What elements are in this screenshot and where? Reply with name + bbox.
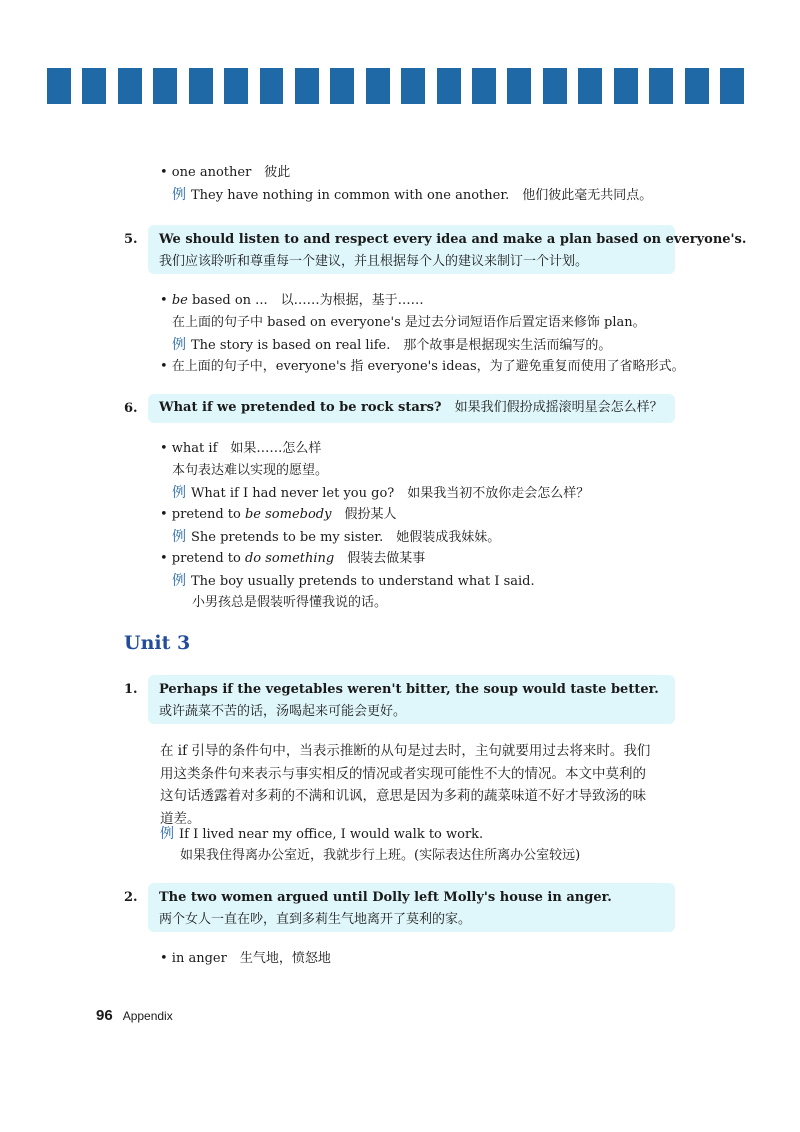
example-line xyxy=(160,823,580,845)
example-text: She pretends to be my sister. 她假装成我妹妹。 xyxy=(191,530,501,545)
sentence-en: What if we pretended to be rock stars? xyxy=(159,400,442,415)
example-text: The story is based on real life. 那个故事是根据现实生活而编写的。 xyxy=(191,338,612,353)
notes-item-6 xyxy=(160,438,589,614)
bullet: • what if 如果……怎么样 xyxy=(160,441,322,456)
example-line xyxy=(160,526,589,548)
bullet: • pretend to do something 假装去做某事 xyxy=(160,551,426,566)
example-line xyxy=(160,570,589,592)
paragraph-line: 这句话透露着对多莉的不满和讥讽，意思是因为多莉的蔬菜味道不好才导致汤的味 xyxy=(160,788,646,804)
item-number: 2. xyxy=(124,890,138,905)
notes-item-5 xyxy=(160,290,685,378)
example-translation: 小男孩总是假装听得懂我说的话。 xyxy=(192,595,388,610)
example-line xyxy=(160,482,589,504)
sentence-en: We should listen to and respect every idea and make a plan based on everyone's. xyxy=(159,232,747,247)
paragraph-line: 用这类条件句来表示与事实相反的情况或者实现可能性不大的情况。本文中莫利的 xyxy=(160,765,646,782)
sentence-box xyxy=(148,394,675,423)
paragraph-line: 在 if 引导的条件句中，当表示推断的从句是过去时，主句就要用过去将来时。我们 xyxy=(160,743,651,759)
sentence-box xyxy=(148,675,675,724)
page-number: 96 xyxy=(96,1007,113,1024)
sentence xyxy=(159,397,675,419)
footer-label: Appendix xyxy=(122,1009,173,1023)
example-translation: 如果我住得离办公室近，我就步行上班。(实际表达住所离办公室较远) xyxy=(180,848,581,863)
sentence-box xyxy=(148,225,747,274)
example-marker: 例 xyxy=(172,573,186,589)
example-block xyxy=(160,823,580,867)
note-one-another xyxy=(160,162,652,206)
item-number: 1. xyxy=(124,682,138,697)
sentence-box xyxy=(148,883,675,932)
explanation-paragraph xyxy=(160,740,680,830)
note-text: 本句表达难以实现的愿望。 xyxy=(172,463,329,478)
bullet: • one another 彼此 xyxy=(160,165,291,180)
example-text: If I lived near my office, I would walk to work. xyxy=(179,827,484,842)
term: do something xyxy=(244,551,335,566)
paragraph-line: 道差。 xyxy=(160,810,201,827)
item-number: 5. xyxy=(124,232,138,247)
bullet: • 在上面的句子中，everyone's 指 everyone's ideas，为了避免重复而使用了省略形式。 xyxy=(160,359,685,374)
term: be somebody xyxy=(244,507,332,522)
item-number: 6. xyxy=(124,401,138,416)
example-text: They have nothing in common with one another. 他们彼此毫无共同点。 xyxy=(191,188,653,203)
example-marker: 例 xyxy=(172,529,186,545)
sentence-cn: 或许蔬菜不苦的话，汤喝起来可能会更好。 xyxy=(159,704,407,719)
example-text: The boy usually pretends to understand what I said. xyxy=(191,574,535,589)
note-text: 在上面的句子中 based on everyone's 是过去分词短语作后置定语来修饰 plan。 xyxy=(172,315,646,330)
header-decoration-strip xyxy=(47,68,744,104)
example-line xyxy=(160,184,652,206)
sentence-cn: 两个女人一直在吵，直到多莉生气地离开了莫利的家。 xyxy=(159,912,472,927)
sentence-en: The two women argued until Dolly left Molly's house in anger. xyxy=(159,890,612,905)
page-footer xyxy=(96,1007,173,1024)
bullet: • in anger 生气地，愤怒地 xyxy=(160,951,331,966)
sentence-cn: 如果我们假扮成摇滚明星会怎么样？ xyxy=(454,400,663,415)
example-text: What if I had never let you go? 如果我当初不放你走会怎么样？ xyxy=(191,486,590,501)
notes-unit3-item-2 xyxy=(160,948,331,970)
example-marker: 例 xyxy=(172,337,186,353)
example-marker: 例 xyxy=(172,485,186,501)
sentence-cn: 我们应该聆听和尊重每一个建议，并且根据每个人的建议来制订一个计划。 xyxy=(159,254,589,269)
example-marker: 例 xyxy=(172,187,186,203)
term: be xyxy=(171,293,188,308)
unit-heading: Unit 3 xyxy=(124,632,191,654)
bullet: • be based on ... 以……为根据，基于…… xyxy=(160,293,424,308)
sentence-en: Perhaps if the vegetables weren't bitter, the soup would taste better. xyxy=(159,682,659,697)
example-line xyxy=(160,334,685,356)
example-marker: 例 xyxy=(160,826,174,842)
bullet: • pretend to be somebody 假扮某人 xyxy=(160,507,397,522)
